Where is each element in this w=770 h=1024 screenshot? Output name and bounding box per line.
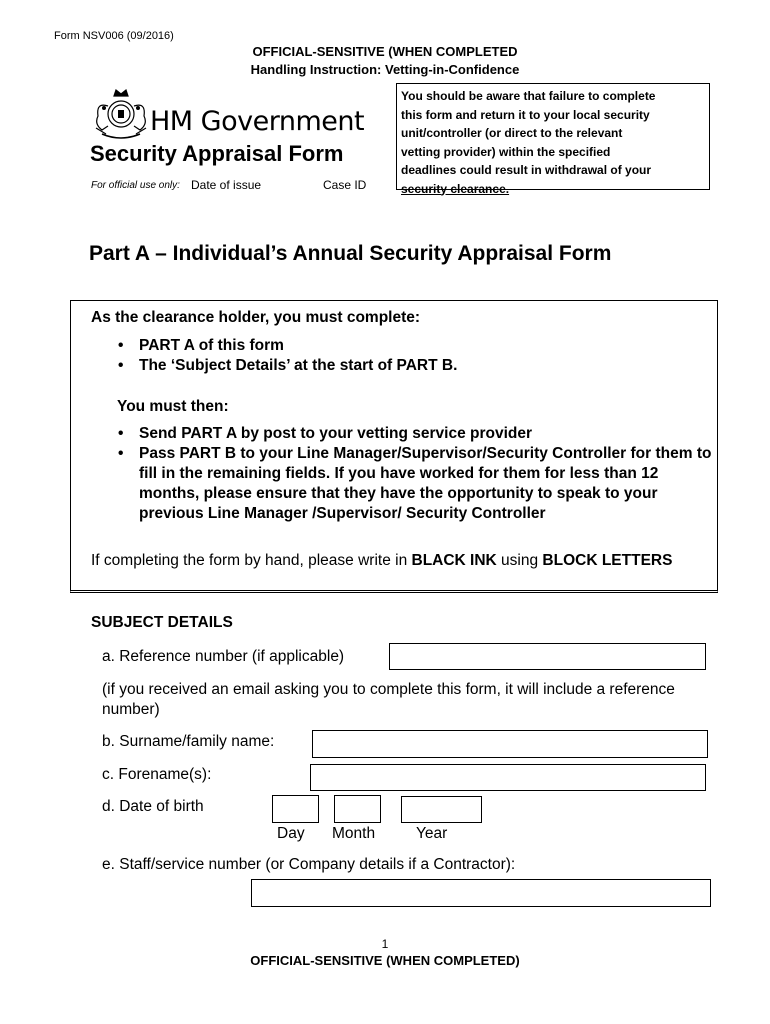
warning-line: unit/controller (or direct to the relevant xyxy=(401,126,623,140)
list-item: • The ‘Subject Details’ at the start of PART B. xyxy=(115,356,705,376)
dob-label: d. Date of birth xyxy=(102,798,204,815)
complete-list xyxy=(115,336,705,376)
year-label: Year xyxy=(416,825,448,842)
royal-crest-icon xyxy=(88,84,154,142)
warning-line: You should be aware that failure to complete xyxy=(401,89,656,103)
note-emphasis: BLOCK LETTERS xyxy=(542,552,673,569)
date-of-issue-label: Date of issue xyxy=(191,178,262,192)
staff-number-label: e. Staff/service number (or Company details if a Contractor): xyxy=(102,856,516,873)
case-id-label: Case ID xyxy=(323,178,367,192)
subject-details-heading: SUBJECT DETAILS xyxy=(91,614,233,631)
warning-line: this form and return it to your local security xyxy=(401,107,650,122)
note-text: using xyxy=(496,552,543,569)
page-number: 1 xyxy=(381,937,389,951)
forename-field[interactable] xyxy=(310,764,706,791)
handling-instruction: Handling Instruction: Vetting-in-Confidence xyxy=(250,62,520,77)
org-name: HM Government xyxy=(150,106,365,137)
surname-field[interactable] xyxy=(312,730,708,758)
forename-label: c. Forename(s): xyxy=(102,766,212,783)
official-use-label: For official use only: xyxy=(91,180,180,191)
dob-day-field[interactable] xyxy=(272,795,319,823)
month-label: Month xyxy=(332,825,376,842)
dob-year-field[interactable] xyxy=(401,796,482,823)
warning-line: deadlines could result in withdrawal of your xyxy=(401,163,652,177)
part-a-title: Part A – Individual’s Annual Security Appraisal Form xyxy=(89,242,612,265)
classification-header: OFFICIAL-SENSITIVE (WHEN COMPLETED xyxy=(252,44,518,59)
warning-line: vetting provider) within the specified xyxy=(401,144,611,159)
reference-label: a. Reference number (if applicable) xyxy=(102,648,345,665)
dob-month-field[interactable] xyxy=(334,795,381,823)
form-id: Form NSV006 (09/2016) xyxy=(54,30,174,42)
note-emphasis: BLACK INK xyxy=(411,552,497,569)
day-label: Day xyxy=(277,825,305,842)
hand-completion-note xyxy=(91,551,711,571)
reference-number-field[interactable] xyxy=(389,643,706,670)
surname-label: b. Surname/family name: xyxy=(102,733,275,750)
warning-line: security clearance. xyxy=(401,181,510,196)
reference-note: (if you received an email asking you to complete this form, it will include a reference number) xyxy=(102,681,675,718)
classification-footer: OFFICIAL-SENSITIVE (WHEN COMPLETED) xyxy=(250,953,520,968)
list-item: • Pass PART B to your Line Manager/Supervisor/Security Controller for them to fill in the remaining fields. If you have worked for them for less than 12 months, please ensure that they have the opportunity to speak to your previous Line Manager /Supervisor/ Security Controller xyxy=(115,444,715,524)
instructions-box xyxy=(70,300,718,593)
staff-number-field[interactable] xyxy=(251,879,711,907)
list-item: • Send PART A by post to your vetting service provider xyxy=(115,424,715,444)
list-item: • PART A of this form xyxy=(115,336,705,356)
note-text: If completing the form by hand, please write in xyxy=(91,552,412,569)
then-heading: You must then: xyxy=(117,398,229,415)
then-list xyxy=(115,424,715,524)
warning-box xyxy=(396,83,710,196)
form-title: Security Appraisal Form xyxy=(90,141,344,166)
instructions-heading: As the clearance holder, you must complete: xyxy=(91,309,421,326)
